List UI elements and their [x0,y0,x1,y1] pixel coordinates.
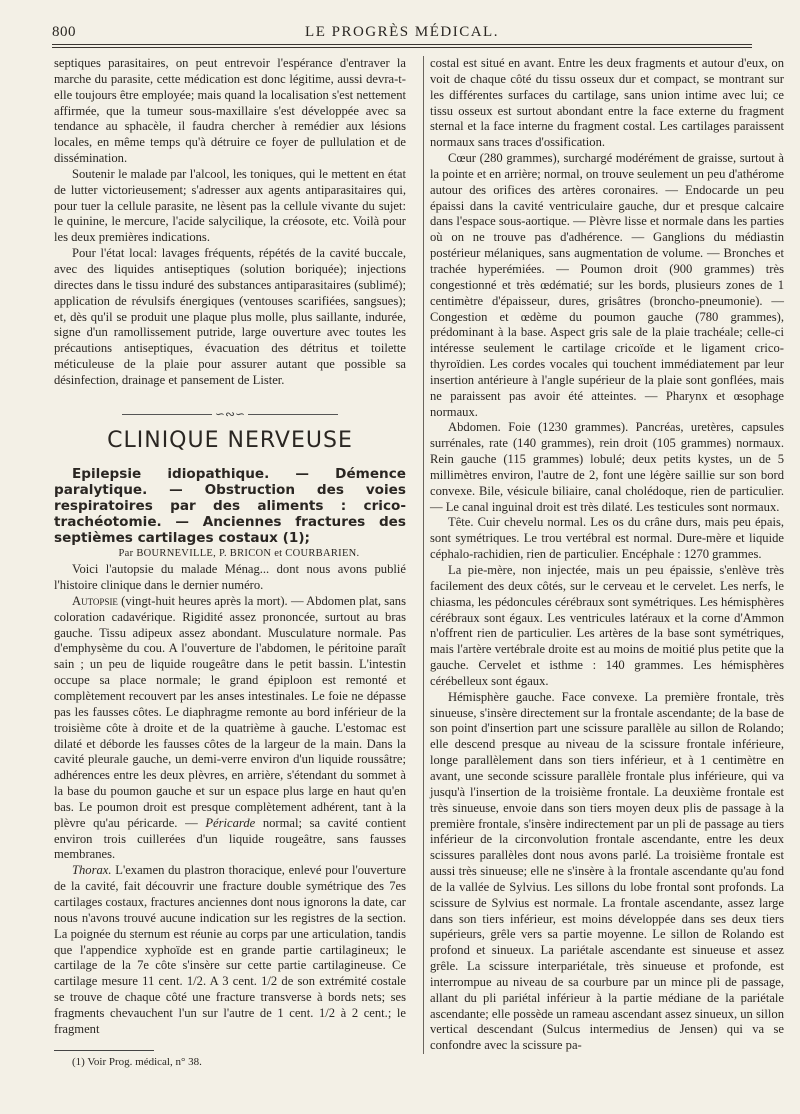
pericarde-label: Péricarde [205,815,256,830]
paragraph [54,594,406,863]
pericarde-text: normal; sa cavité contient environ trois cuillerées d'un liquide rougeâtre, sans fausses membranes. [54,815,407,862]
section-ornament: ∽∾∽ [54,407,406,423]
paragraph: costal est situé en avant. Entre les deux fragments et autour d'eux, on voit de chaque côté du tissu osseux dur et compact, se montrant sur les différentes surfaces du cartilage, sans union intime avec lui; ce tissu osseux est surtout abondant entre la face externe du fragment sternal et la face interne du fragment costal. Les cartilages paraissent normaux sans traces d'ossification. [430,56,784,150]
page-number: 800 [52,24,76,40]
paragraph: Hémisphère gauche. Face convexe. La première frontale, très sinueuse, s'insère directement sur la frontale ascendante; de la base de son point d'insertion part une scissure parallèle au sillon de Rolando; elle descend presque au niveau de la scissure frontale inférieure, longe parallèlement dans son tiers inférieur, et à 1 centimètre en avant, une seconde scissure parallèle frontale plus inférieure, qui va jusqu'à l'insertion de la troisième frontale. La deuxième frontale est très sinueuse, envoie dans son tiers moyen deux plis de passage à la première frontale, s'insère indirectement par un pli de passage au tiers inférieur de la circonvolution frontale ascendante, entre les deux scissures parallèles dont nous avons parlé. La troisième frontale est aussi très sinueuse; elle ne s'insère à la frontale ascendante qu'au fond de la vallée de Sylvius. Les sillons du lobe frontal sont profonds. La scissure de Sylvius est normale. La frontale ascendante, assez large dans son tiers inférieur, est moins développée dans ses deux tiers supérieurs, grêle vers sa partie moyenne. Le sillon de Rolando est profond et sinueux. La pariétale ascendante est sinueuse et assez grêle. La scissure interpariétale, très sinueuse et profonde, est interrompue au niveau de sa courbure par un mince pli de passage, allant du pli pariétal inférieur à la partie médiane de la pariétale ascendante; elle possède un rameau ascendant assez sinueux, un sillon vertical descendant (Sulcus intermedius de Jensen) qui va se confondre avec la scissure pa- [430,689,784,1053]
autopsie-label: Autopsie [72,593,118,608]
running-title: LE PROGRÈS MÉDICAL. [305,24,499,40]
page-header [52,22,752,45]
section-title: CLINIQUE NERVEUSE [107,427,353,453]
paragraph: Soutenir le malade par l'alcool, les toniques, qui le mettent en état de lutter victorieusement; s'adresser aux agents antiparasitaires qui, pour tuer la cellule parasite, ne lèsent pas la cellule vivante du sujet: le quinine, le mercure, l'acide salycilique, la créosote, etc. Voilà pour les deux premières indications. [54,166,406,245]
paragraph: La pie-mère, non injectée, mais un peu épaissie, s'enlève très facilement des deux côtés, sur le cerveau et le cervelet. Les nerfs, le chiasma, les pédoncules cérébraux sont symétriques. Les hémisphères cérébraux sont égaux. Les ventricules latéraux et la corne d'Ammon n'offrent rien de particulier. Les artères de la base sont symétriques, mais l'artère vertébrale droite est au moins de moitié plus petite que la gauche. Cervelet et isthme : 140 grammes. Les hémisphères cérébelleux sont égaux. [430,563,784,688]
paragraph: Voici l'autopsie du malade Ménag... dont nous avons publié l'histoire clinique dans le dernier numéro. [54,562,406,593]
article-authors: Par BOURNEVILLE, P. BRICON et COURBARIEN. [118,548,360,560]
paragraph: Pour l'état local: lavages fréquents, répétés de la cavité buccale, avec des liquides antiseptiques (solution boriquée); injections directes dans le tissu induré des substances antiparasitaires (sublimé); application de révulsifs énergiques (ventouses scarifiées, sangsues); et, dès qu'il se produit une plaque plus molle, plus saillante, indurée, signe d'un ramollissement putride, large ouverture avec toutes les précautions antiseptiques, évacuation des détritus et toilette méticuleuse de la plaie pour assurer autant que possible sa désinfection, drainage et pansement de Lister. [54,246,406,387]
footnote: (1) Voir Prog. médical, n° 38. [72,1055,202,1068]
header-rule [52,47,752,48]
paragraph: Cœur (280 grammes), surchargé modérément de graisse, surtout à la pointe et en arrière; normal, on trouve seulement un peu d'athérome autour des orifices des artères coronaires. — Endocarde un peu épaissi dans la cavité ventriculaire gauche, dur et presque calcaire dans l'espace sous-aortique. — Plèvre lisse et normale dans les parties où on ne trouve pas d'adhérence. — Ganglions du médiastin postérieur mélaniques, sans augmentation de volume. — Bronches et trachée hyperémiées. — Poumon droit (900 grammes) très congestionné et très œdématié; sur les bords, plusieurs zones de 1 centimètre d'épaisseur, dures, grisâtres (broncho-pneumonie). — Congestion et œdème du poumon gauche (780 grammes), prédominant à la base. Aspect gris sale de la plaie trachéale; celle-ci intéresse seulement le cartilage cricoïde et le ligament crico-thyroïdien. Les cordes vocales qui touchent immédiatement par leur insertion antérieure à l'angle supérieur de la plaie sont gonflées, mais ne paraissent pas avoir été atteintes. — Pharynx et œsophage normaux. [430,151,784,419]
article-title: Epilepsie idiopathique. — Démence paralytique. — Obstruction des voies respiratoires par des aliments : crico-trachéotomie. — Anciennes fractures des septièmes cartilages costaux (1); [54,466,406,547]
footnote-rule [54,1050,154,1051]
thorax-label: Thorax. [72,863,112,878]
paragraph: Abdomen. Foie (1230 grammes). Pancréas, uretères, capsules surrénales, rate (140 grammes), rein droit (105 grammes) normaux. Rein gauche (115 grammes) lobulé; deux petits kystes, un de 5 millimètres environ, l'autre de 2, font une légère saillie sur son bord convexe. Bile, vésicule biliaire, canal cholédoque, rien de particulier. — Le canal inguinal droit est très dilaté. Les testicules sont normaux. [430,420,784,514]
paragraph [54,863,406,1037]
autopsie-text: (vingt-huit heures après la mort). — Abdomen plat, sans coloration cadavérique. Rigidité assez prononcée, surtout au bras gauche. Tissu adipeux assez abondant. Musculature normale. Pas d'emphysème du cou. A l'ouverture de l'abdomen, le péritoine paraît sain ; un peu de liquide rougeâtre dans le petit bassin. L'intestin occupe sa place normale; le grand épiploon est remonté et complètement recouvert par les anses intestinales. Le foie ne dépasse pas les fausses côtes. Le diaphragme remonte au bord inférieur de la troisième côte à droite et de la quatrième à gauche. L'estomac est dilaté et déborde les fausses côtes de la largeur de la main. Dans la cavité pleurale gauche, un demi-verre environ d'un liquide roussâtre; adhérences entre les deux plèvres, en arrière, s'étendant du sommet à la base du poumon gauche et sur un espace plus large en haut qu'en bas. Le poumon droit est presque complètement adhérent, tant à la plèvre qu'au péricarde. — [54,593,406,830]
paragraph: septiques parasitaires, on peut entrevoir l'espérance d'entraver la marche du parasite, cette médication est donc légitime, aussi devra-t-elle toujours être employée; mais quand la localisation s'est nettement affirmée, que la tumeur sous-maxillaire s'est développée avec sa tendance au sphacèle, il faudra chercher à remédier aux lésions locales, en même temps qu'à détruire ce foyer de pullulation et de dissémination. [54,56,406,166]
paragraph: Tête. Cuir chevelu normal. Les os du crâne durs, mais peu épais, sont symétriques. Le trou vertébral est normal. Dure-mère et liquide céphalo-rachidien, rien de particulier. Encéphale : 1270 grammes. [430,515,784,562]
thorax-text: L'examen du plastron thoracique, enlevé pour l'ouverture de la cavité, fait découvrir une fracture double symétrique des 7es cartilages costaux, fractures anciennes dont nous ignorons la date, car nous n'avons trouvé aucune indication sur les registres de la section. La poignée du sternum est réunie au corps par une articulation, tandis que l'appendice xyphoïde est en grande partie cartilagineux; le cartilage de la 7e côte s'insère sur cette partie cartilagineuse. Ce cartilage mesure 11 cent. 1/2. A 3 cent. 1/2 de son extrémité costale se trouve de chaque côté une fracture transverse à bords nets; ses fragments chevauchent l'un sur l'autre de 1 cent. 1/2 à 2 cent.; le fragment [54,863,406,1036]
right-column [423,56,784,1054]
left-column [54,56,406,1070]
